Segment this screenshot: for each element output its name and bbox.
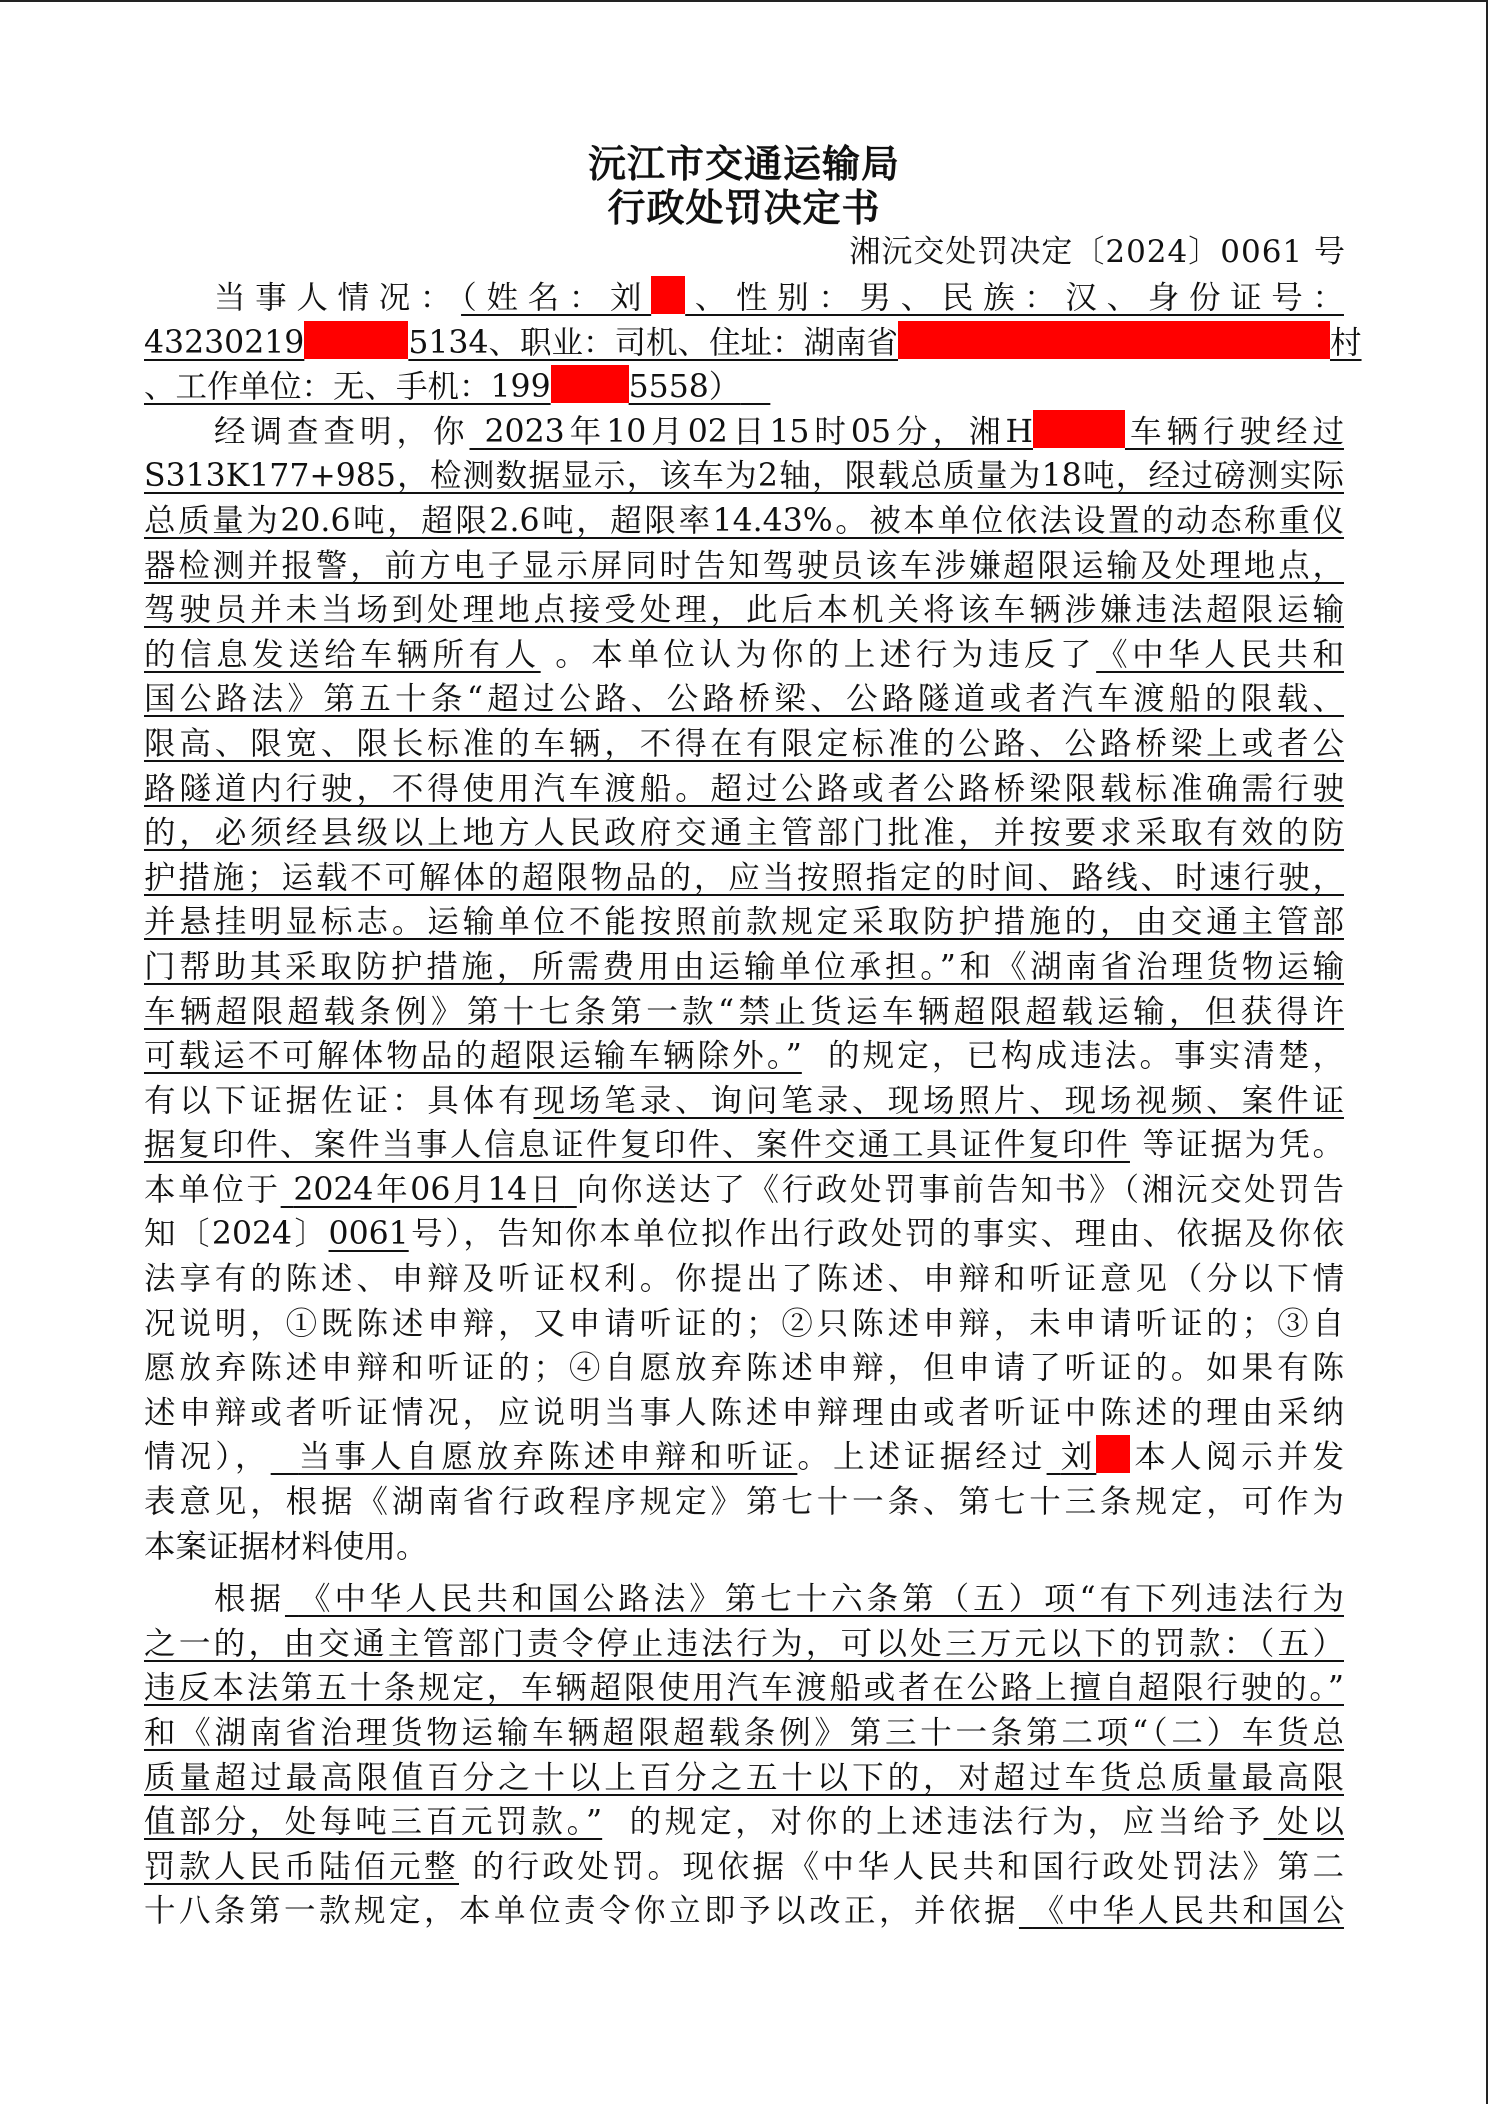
text-line: 总质量为20.6吨，超限2.6吨，超限率14.43%。被本单位依法设置的动态称重仪 bbox=[144, 502, 1344, 539]
text-line: 之一的，由交通主管部门责令停止违法行为，可以处三万元以下的罚款：（五） bbox=[144, 1625, 1344, 1662]
text-line: 国公路法》第五十条“超过公路、公路桥梁、公路隧道或者汽车渡船的限载、 bbox=[144, 681, 1344, 718]
text-line: 驾驶员并未当场到处理地点接受处理，此后本机关将该车辆涉嫌违法超限运输 bbox=[144, 592, 1344, 629]
redaction-block bbox=[1033, 410, 1125, 448]
text-line: S313K177+985，检测数据显示，该车为2轴，限载总质量为18吨，经过磅测实际 bbox=[144, 458, 1344, 495]
text-line: 知〔2024〕0061号），告知你本单位拟作出行政处罚的事实、理由、依据及你依 bbox=[144, 1216, 1344, 1253]
text-line: 质量超过最高限值百分之十以上百分之五十以下的，对超过车货总质量最高限 bbox=[144, 1759, 1344, 1796]
text-line: 违反本法第五十条规定，车辆超限使用汽车渡船或者在公路上擅自超限行驶的。” bbox=[144, 1670, 1344, 1707]
text-line: 的，必须经县级以上地方人民政府交通主管部门批准，并按要求采取有效的防 bbox=[144, 815, 1344, 852]
text-line: 的信息发送给车辆所有人 。本单位认为你的上述行为违反了《中华人民共和 bbox=[144, 636, 1344, 673]
text-line: 并悬挂明显标志。运输单位不能按照前款规定采取防护措施的，由交通主管部 bbox=[144, 904, 1344, 941]
text-line: 路隧道内行驶，不得使用汽车渡船。超过公路或者公路桥梁限载标准确需行驶 bbox=[144, 770, 1344, 807]
redaction-block bbox=[304, 321, 408, 359]
text-line: 、工作单位：无、手机：199 5558） bbox=[144, 365, 1344, 410]
document-number: 湘沅交处罚决定〔2024〕0061 号 bbox=[849, 234, 1346, 270]
text-line: 罚款人民币陆佰元整 的行政处罚。现依据《中华人民共和国行政处罚法》第二 bbox=[144, 1848, 1344, 1885]
document-title: 行政处罚决定书 bbox=[607, 186, 881, 230]
text-line: 可载运不可解体物品的超限运输车辆除外。” 的规定，已构成违法。事实清楚， bbox=[144, 1038, 1344, 1075]
page-border-top bbox=[0, 0, 1488, 2]
text-line: 车辆超限超载条例》第十七条第一款“禁止货运车辆超限超载运输，但获得许 bbox=[144, 993, 1344, 1030]
text-line: 根据 《中华人民共和国公路法》第七十六条第（五）项“有下列违法行为 bbox=[214, 1581, 1344, 1618]
text-line: 经调查查明，你 2023年10月02日15时05分，湘H 车辆行驶经过 bbox=[144, 410, 1344, 455]
text-line: 表意见，根据《湖南省行政程序规定》第七十一条、第七十三条规定，可作为 bbox=[144, 1484, 1344, 1521]
text-line: 况说明，①既陈述申辩，又申请听证的；②只陈述申辩，未申请听证的；③自 bbox=[144, 1305, 1344, 1342]
redaction-block bbox=[551, 365, 629, 403]
text-line: 据复印件、案件当事人信息证件复印件、案件交通工具证件复印件 等证据为凭。 bbox=[144, 1127, 1344, 1164]
text-line: 情况）， 当事人自愿放弃陈述申辩和听证。上述证据经过 刘 本人阅示并发 bbox=[144, 1435, 1344, 1480]
text-line: 限高、限宽、限长标准的车辆，不得在有限定标准的公路、公路桥梁上或者公 bbox=[144, 725, 1344, 762]
text-line: 护措施；运载不可解体的超限物品的，应当按照指定的时间、路线、时速行驶， bbox=[144, 859, 1344, 896]
text-line: 43230219 5134、职业：司机、住址：湖南省 村 bbox=[144, 321, 1344, 366]
redaction-block bbox=[651, 276, 685, 314]
redaction-block bbox=[1096, 1435, 1130, 1473]
text-line: 本单位于 2024年06月14日 向你送达了《行政处罚事前告知书》（湘沅交处罚告 bbox=[144, 1171, 1344, 1208]
text-line: 值部分，处每吨三百元罚款。” 的规定，对你的上述违法行为，应当给予 处以 bbox=[144, 1804, 1344, 1841]
redaction-block bbox=[898, 321, 1330, 359]
text-line: 法享有的陈述、申辩及听证权利。你提出了陈述、申辩和听证意见（分以下情 bbox=[144, 1261, 1344, 1298]
text-line: 述申辩或者听证情况，应说明当事人陈述申辩理由或者听证中陈述的理由采纳 bbox=[144, 1394, 1344, 1431]
document-body bbox=[144, 276, 1362, 1934]
text-line: 门帮助其采取防护措施，所需费用由运输单位承担。”和《湖南省治理货物运输 bbox=[144, 948, 1344, 985]
text-line: 愿放弃陈述申辩和听证的；④自愿放弃陈述申辩，但申请了听证的。如果有陈 bbox=[144, 1350, 1344, 1387]
text-line: 有以下证据佐证：具体有现场笔录、询问笔录、现场照片、现场视频、案件证 bbox=[144, 1082, 1344, 1119]
text-line: 和《湖南省治理货物运输车辆超限超载条例》第三十一条第二项“（二）车货总 bbox=[144, 1715, 1344, 1751]
text-line: 十八条第一款规定，本单位责令你立即予以改正，并依据 《中华人民共和国公 bbox=[144, 1893, 1344, 1930]
agency-title: 沅江市交通运输局 bbox=[587, 142, 900, 186]
text-line: 本案证据材料使用。 bbox=[144, 1528, 428, 1565]
text-line: 当事人情况：（姓名：刘 、性别：男、民族：汉、身份证号： bbox=[144, 276, 1344, 321]
text-line: 器检测并报警，前方电子显示屏同时告知驾驶员该车涉嫌超限运输及处理地点， bbox=[144, 547, 1344, 584]
